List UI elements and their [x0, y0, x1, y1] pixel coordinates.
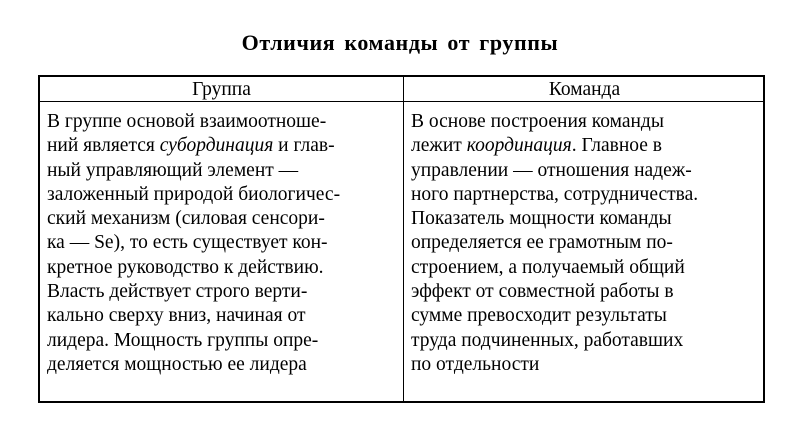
text-line: В основе построения команды [411, 111, 664, 132]
text-line: сумме превосходит результаты [411, 305, 667, 327]
text-line: ка — Se), то есть существует кон- [47, 232, 328, 254]
text-line: управлении — отношения надеж- [411, 159, 692, 181]
team-description-cell [411, 110, 763, 377]
text-line: ний является субординация и глав- [47, 135, 335, 157]
text-line: по отдельности [411, 353, 540, 375]
page-title: Отличия команды от группы [241, 30, 559, 55]
text-line: кретное руководство к действию. [47, 256, 324, 278]
header-divider [40, 101, 763, 102]
emphasis-term: координация [466, 135, 572, 157]
text-line: строением, а получаемый общий [411, 256, 685, 278]
text-line: заложенный природой биологичес- [47, 183, 341, 205]
text-line: Власть действует строго верти- [47, 281, 308, 303]
text-line: Показатель мощности команды [411, 208, 672, 230]
column-header-group: Группа [192, 79, 251, 100]
text-line: ного партнерства, сотрудничества. [411, 183, 699, 205]
column-header-team: Команда [548, 79, 621, 100]
text-line: эффект от совместной работы в [411, 281, 674, 303]
text-line: ный управляющий элемент — [47, 159, 299, 181]
emphasis-term: субординация [159, 135, 274, 157]
text-line: В группе основой взаимоотноше- [47, 111, 327, 132]
text-line: определяется ее грамотным по- [411, 232, 673, 254]
column-divider [403, 77, 404, 401]
text-line: лидера. Мощность группы опре- [47, 329, 319, 351]
text-line: кально сверху вниз, начиная от [47, 305, 306, 327]
text-line: лежит координация. Главное в [411, 135, 662, 157]
comparison-table [38, 75, 765, 403]
text-line: деляется мощностью ее лидера [47, 353, 307, 375]
text-line: ский механизм (силовая сенсори- [47, 208, 325, 230]
text-line: труда подчиненных, работавших [411, 329, 684, 351]
group-description-cell [47, 110, 399, 377]
